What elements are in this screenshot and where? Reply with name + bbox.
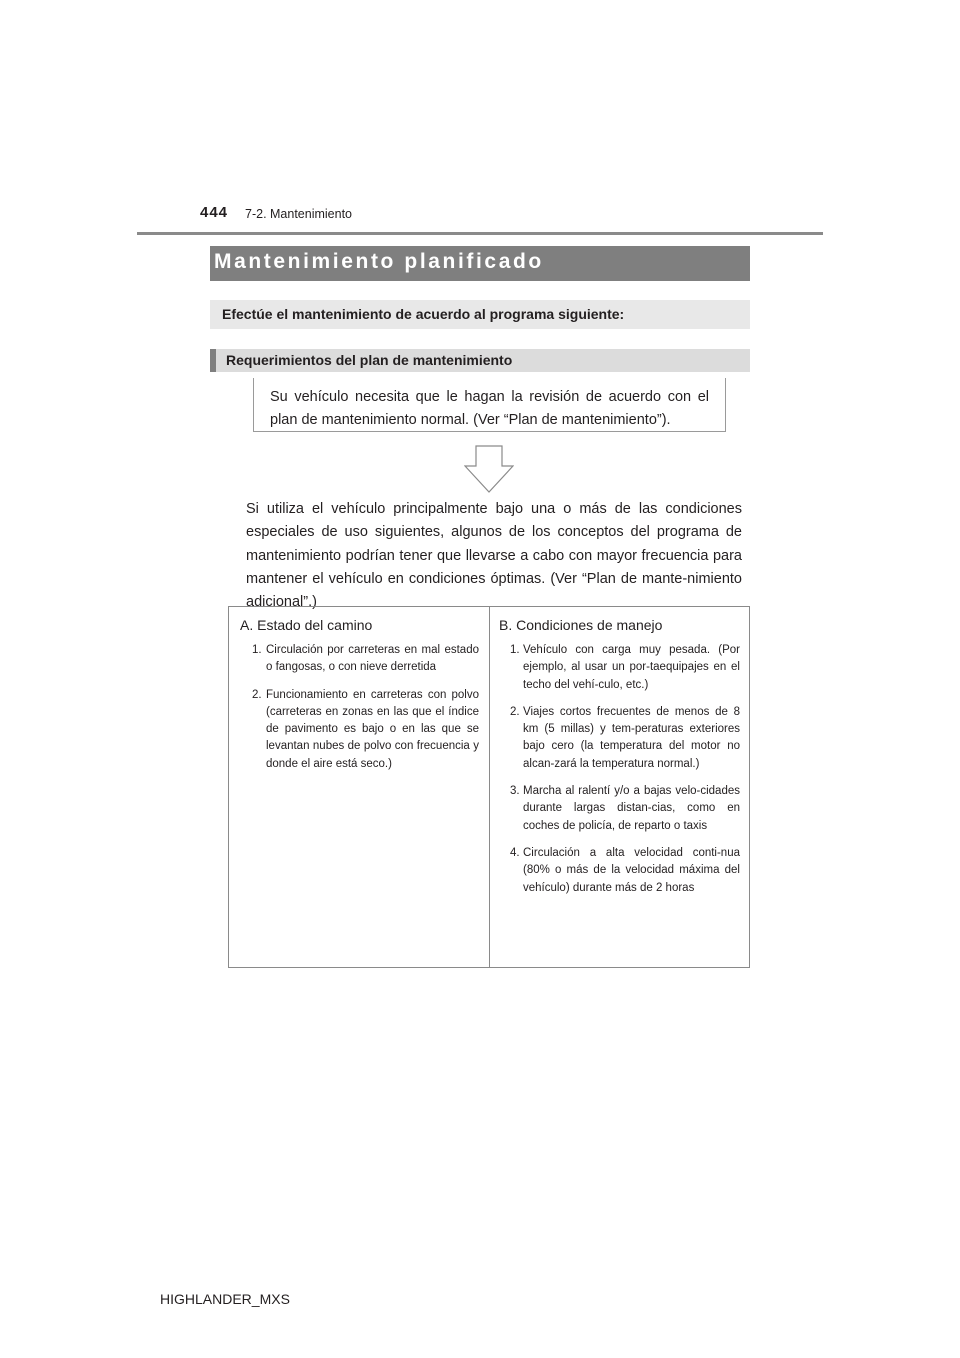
item-text: Circulación por carreteras en mal estado o fangosas, o con nieve derretida: [266, 644, 479, 674]
item-number: 1.: [510, 644, 520, 656]
item-text: Viajes cortos frecuentes de menos de 8 km (5 millas) y tem-peraturas exteriores bajo cero (la temperatura del motor no alcan-zará la temperatura normal.): [523, 705, 740, 770]
item-number: 3.: [510, 785, 520, 798]
item-number: 2.: [252, 688, 262, 701]
requirements-heading: Requerimientos del plan de mantenimiento: [226, 352, 513, 368]
intro-banner: [210, 300, 750, 329]
page-number: 444: [200, 204, 229, 221]
item-text: Funcionamiento en carreteras con polvo (carreteras en zonas en las que el índice de pavimento es bajo o en las que se levantan nubes de polvo con frecuencia y donde el aire está seco.): [266, 688, 479, 770]
item-number: 4.: [510, 846, 520, 859]
section-title-bar: [210, 246, 750, 281]
requirements-heading-bar: [210, 349, 750, 372]
item-number: 2.: [510, 705, 520, 718]
footer-model-code: HIGHLANDER_MXS: [160, 1291, 290, 1307]
section-reference: 7-2. Mantenimiento: [245, 207, 353, 221]
list-item: [499, 845, 740, 897]
list-item: [240, 642, 479, 677]
road-conditions-column: [229, 607, 490, 967]
notice-box: Su vehículo necesita que le hagan la revisión de acuerdo con el plan de mantenimiento normal. (Ver “Plan de mantenimiento”).: [253, 378, 726, 432]
section-title: Mantenimiento planificado: [214, 250, 544, 273]
header-rule: [137, 232, 823, 235]
driving-conditions-list: [499, 642, 740, 897]
driving-conditions-title: B. Condiciones de manejo: [499, 617, 663, 633]
item-number: 1.: [252, 644, 262, 656]
conditions-paragraph: Si utiliza el vehículo principalmente bajo una o más de las condiciones especiales de uso siguientes, algunos de los conceptos del programa de mantenimiento podrían tener que llevarse a cabo con mayor frecuencia para mantener el vehículo en condiciones óptimas. (Ver “Plan de mante-nimiento adicional”.): [246, 501, 742, 611]
conditions-table: [228, 606, 750, 968]
item-text: Vehículo con carga muy pesada. (Por ejemplo, al usar un por-taequipajes en el techo del vehí-culo, etc.): [523, 644, 740, 691]
list-item: [499, 642, 740, 694]
down-arrow-icon: [464, 445, 514, 498]
road-conditions-list: [240, 642, 479, 773]
list-item: [499, 783, 740, 835]
list-item: [499, 704, 740, 773]
driving-conditions-column: [490, 607, 749, 967]
item-text: Circulación a alta velocidad conti-nua (80% o más de la velocidad máxima del vehículo) durante más de 2 horas: [523, 846, 740, 894]
road-conditions-title: A. Estado del camino: [240, 617, 373, 633]
item-text: Marcha al ralentí y/o a bajas velo-cidades durante largas distan-cias, como en coches de policía, de reparto o taxis: [523, 785, 740, 832]
list-item: [240, 687, 479, 773]
intro-text: Efectúe el mantenimiento de acuerdo al programa siguiente:: [222, 306, 625, 322]
